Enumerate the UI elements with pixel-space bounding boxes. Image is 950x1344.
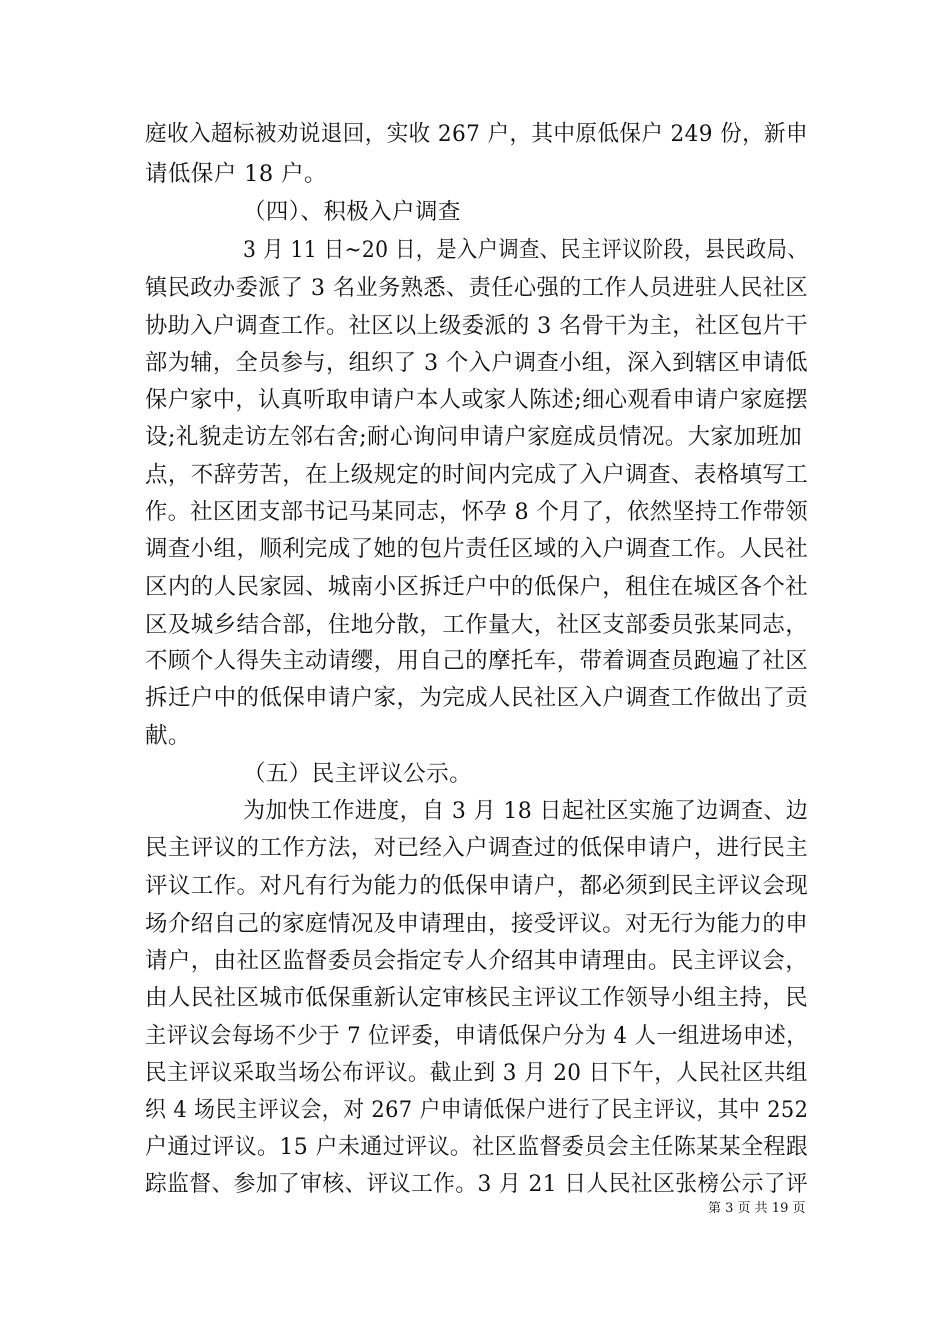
text-line: 民主评议采取当场公布评议。截止到 3 月 20 日下午，人民社区共组 <box>145 1060 808 1086</box>
text-line: 协助入户调查工作。社区以上级委派的 3 名骨干为主，社区包片干 <box>145 313 809 339</box>
text-line: 区及城乡结合部，住地分散，工作量大，社区支部委员张某同志， <box>145 612 809 638</box>
text-line: 织 4 场民主评议会，对 267 户申请低保户进行了民主评议，其中 252 <box>145 1097 809 1123</box>
text-line: 部为辅，全员参与，组织了 3 个入户调查小组，深入到辖区申请低 <box>145 350 809 376</box>
page-footer: 第 3 页 共 19 页 <box>708 1201 806 1216</box>
text-line: 户通过评议。15 户未通过评议。社区监督委员会主任陈某某全程跟 <box>145 1134 809 1160</box>
text-line: 调查小组，顺利完成了她的包片责任区域的入户调查工作。人民社 <box>145 536 809 562</box>
text-line: 民主评议的工作方法，对已经入户调查过的低保申请户，进行民主 <box>145 835 809 861</box>
text-line: 镇民政办委派了 3 名业务熟悉、责任心强的工作人员进驻人民社区 <box>145 275 809 301</box>
text-line: 请户，由社区监督委员会指定专人介绍其申请理由。民主评议会， <box>145 948 809 974</box>
text-line: 3 月 11 日~20 日，是入户调查、民主评议阶段，县民政局、 <box>243 237 808 263</box>
text-line: 庭收入超标被劝说退回，实收 267 户，其中原低保户 249 份，新申 <box>145 121 809 147</box>
text-line: 由人民社区城市低保重新认定审核民主评议工作领导小组主持，民 <box>145 985 809 1011</box>
text-line: 为加快工作进度，自 3 月 18 日起社区实施了边调查、边 <box>243 798 809 824</box>
text-line: 保户家中，认真听取申请户本人或家人陈述;细心观看申请户家庭摆 <box>145 387 809 413</box>
text-line: 点，不辞劳苦，在上级规定的时间内完成了入户调查、表格填写工 <box>145 462 809 488</box>
text-line: 评议工作。对凡有行为能力的低保申请户，都必须到民主评议会现 <box>145 873 809 899</box>
section-heading-4: （四）、积极入户调查 <box>243 199 461 225</box>
text-line: 拆迁户中的低保申请户家，为完成人民社区入户调查工作做出了贡 <box>145 685 809 711</box>
text-line: 不顾个人得失主动请缨，用自己的摩托车，带着调查员跑遍了社区 <box>145 648 809 674</box>
text-line: 踪监督、参加了审核、评议工作。3 月 21 日人民社区张榜公示了评 <box>145 1171 809 1197</box>
text-line: 献。 <box>145 723 191 749</box>
text-line: 区内的人民家园、城南小区拆迁户中的低保户，租住在城区各个社 <box>145 574 809 600</box>
text-line: 主评议会每场不少于 7 位评委，申请低保户分为 4 人一组进场申述， <box>145 1023 808 1049</box>
section-heading-5: （五）民主评议公示。 <box>243 761 473 787</box>
text-line: 设;礼貌走访左邻右舍;耐心询问申请户家庭成员情况。大家加班加 <box>145 424 803 450</box>
text-line: 请低保户 18 户。 <box>145 161 327 187</box>
text-line: 作。社区团支部书记马某同志，怀孕 8 个月了，依然坚持工作带领 <box>145 499 809 525</box>
text-line: 场介绍自己的家庭情况及申请理由，接受评议。对无行为能力的申 <box>145 911 809 937</box>
